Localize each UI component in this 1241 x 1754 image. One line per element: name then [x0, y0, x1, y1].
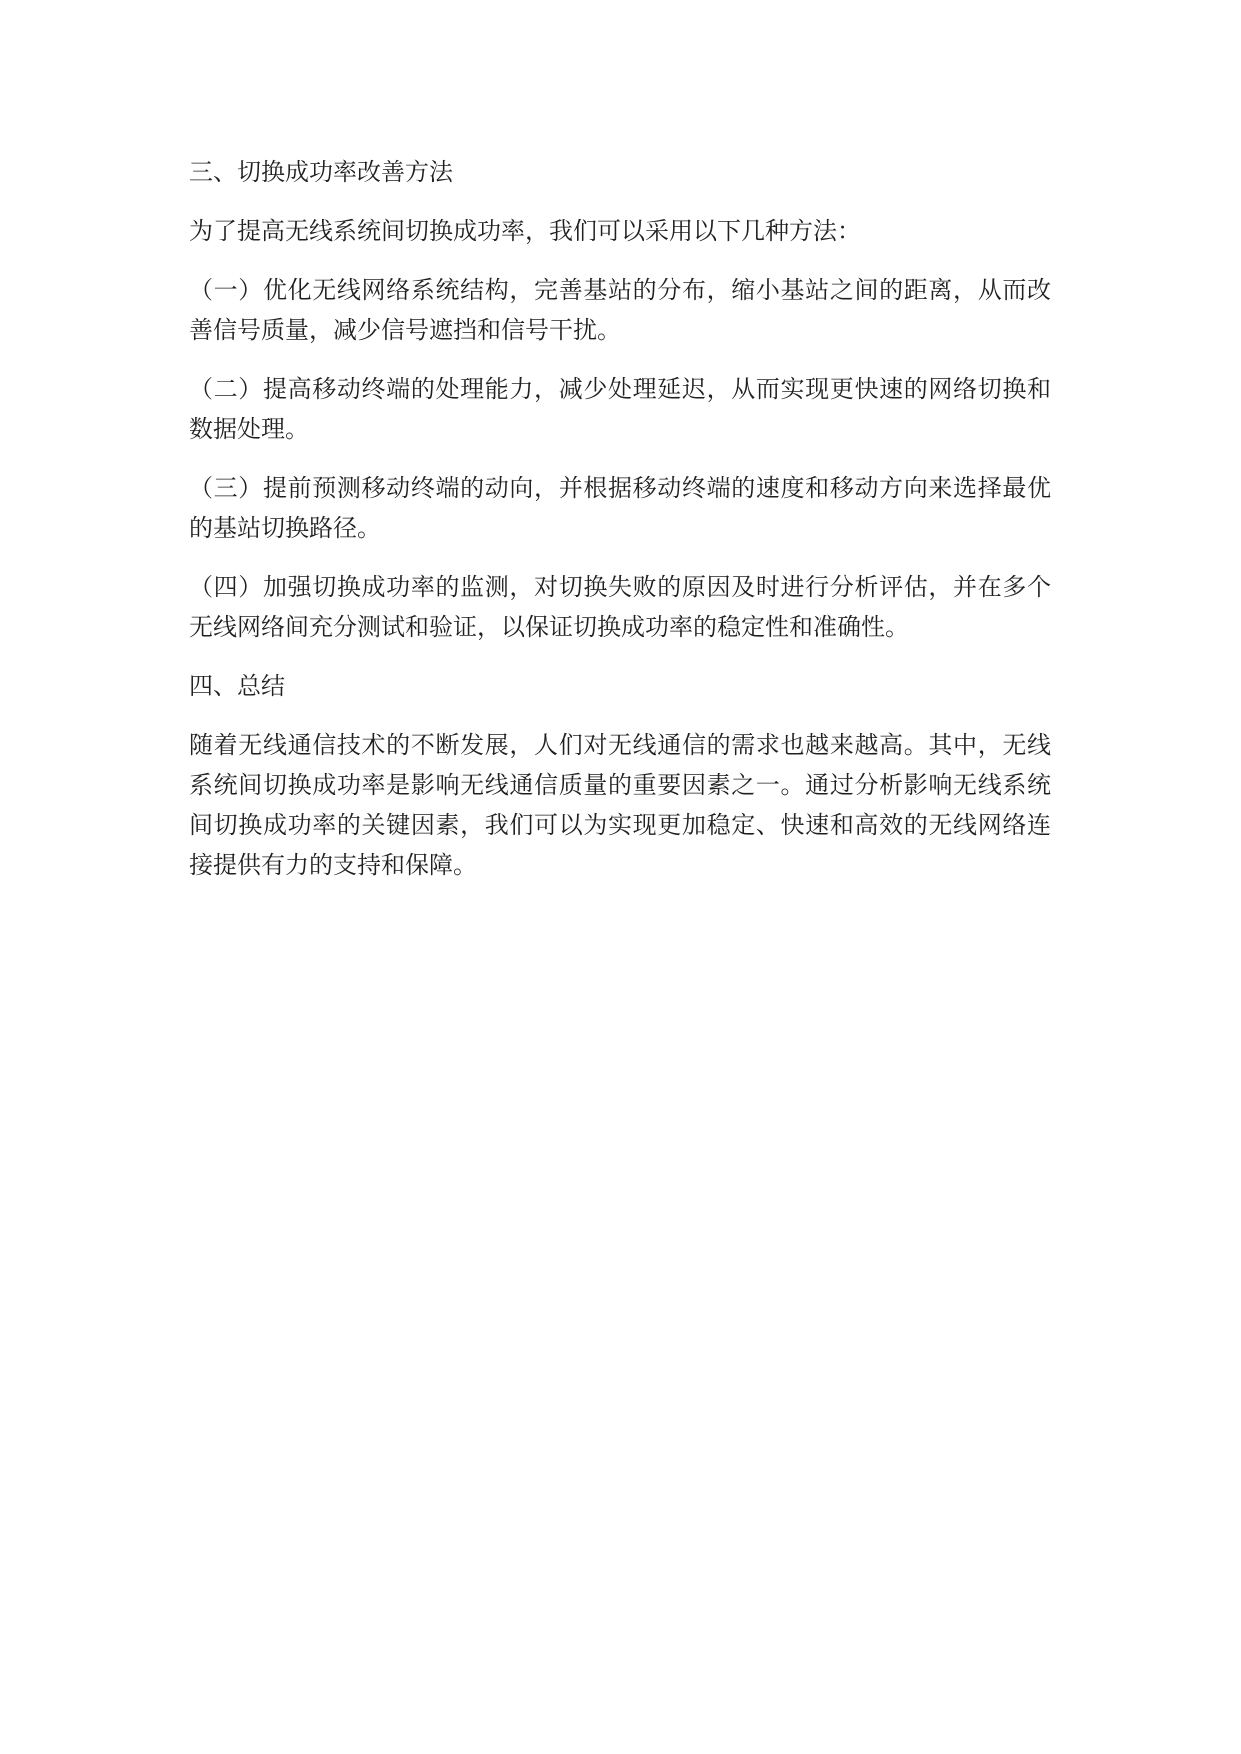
method-1-paragraph: （一）优化无线网络系统结构，完善基站的分布，缩小基站之间的距离，从而改善信号质量，减少信号遮挡和信号干扰。 — [189, 276, 1051, 344]
method-2-paragraph: （二）提高移动终端的处理能力，减少处理延迟，从而实现更快速的网络切换和数据处理。 — [189, 375, 1051, 443]
section3-intro-paragraph: 为了提高无线系统间切换成功率，我们可以采用以下几种方法： — [189, 217, 861, 245]
method-3-paragraph: （三）提前预测移动终端的动向，并根据移动终端的速度和移动方向来选择最优的基站切换路径。 — [189, 474, 1051, 542]
section4-heading: 四、总结 — [189, 672, 285, 700]
summary-paragraph: 随着无线通信技术的不断发展，人们对无线通信的需求也越来越高。其中，无线系统间切换成功率是影响无线通信质量的重要因素之一。通过分析影响无线系统间切换成功率的关键因素，我们可以为实现更加稳定、快速和高效的无线网络连接提供有力的支持和保障。 — [189, 731, 1051, 879]
section3-heading: 三、切换成功率改善方法 — [189, 158, 453, 186]
method-4-paragraph: （四）加强切换成功率的监测，对切换失败的原因及时进行分析评估，并在多个无线网络间充分测试和验证，以保证切换成功率的稳定性和准确性。 — [189, 573, 1051, 641]
document-body — [189, 152, 1051, 904]
